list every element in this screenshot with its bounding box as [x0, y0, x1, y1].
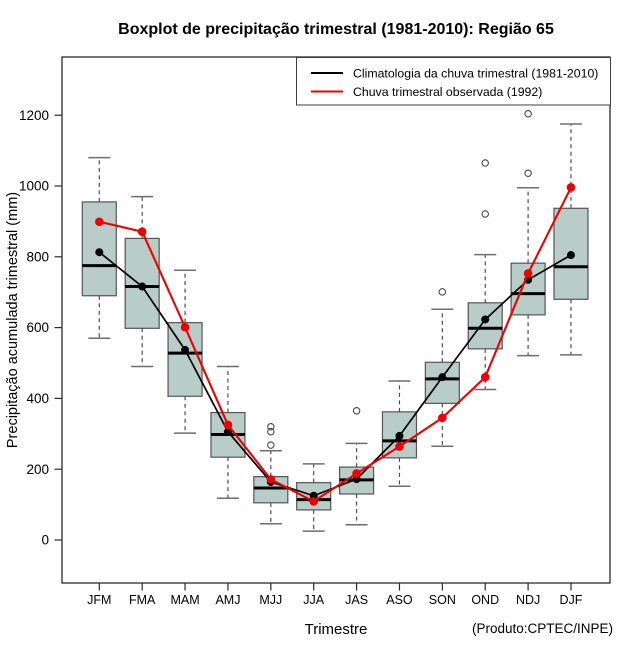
- x-axis: [87, 583, 583, 607]
- outlier-point: [482, 160, 488, 166]
- outlier-point: [439, 289, 445, 295]
- box-group-SON: [425, 289, 459, 447]
- climatology-point-OND: [481, 315, 489, 323]
- climatology-point-FMA: [138, 283, 146, 291]
- box-group-NDJ: [511, 111, 545, 356]
- x-tick-label-OND: OND: [471, 593, 500, 607]
- observed-point-MAM: [181, 323, 190, 332]
- x-tick-label-ASO: ASO: [386, 593, 413, 607]
- observed-series: [95, 183, 575, 506]
- y-tick-label: 800: [26, 249, 49, 265]
- box-group-FMA: [125, 197, 159, 367]
- outlier-point: [482, 211, 488, 217]
- y-tick-label: 0: [41, 532, 49, 548]
- y-tick-label: 600: [26, 320, 49, 336]
- x-tick-label-MAM: MAM: [170, 593, 200, 607]
- climatology-point-SON: [438, 373, 446, 381]
- outlier-point: [525, 111, 531, 117]
- series-layer: [95, 183, 575, 506]
- climatology-point-ASO: [395, 432, 403, 440]
- chart-title: Boxplot de precipitação trimestral (1981-2010): Região 65: [118, 21, 554, 38]
- box-group-MJJ: [254, 424, 288, 524]
- y-tick-label: 200: [26, 461, 49, 477]
- x-tick-label-MJJ: MJJ: [259, 593, 283, 607]
- outlier-point: [353, 408, 359, 414]
- y-axis-label: Precipitação acumulada trimestral (mm): [5, 191, 21, 449]
- x-tick-label-JFM: JFM: [87, 593, 112, 607]
- x-tick-label-JJA: JJA: [303, 593, 325, 607]
- outlier-point: [268, 442, 274, 448]
- observed-point-AMJ: [224, 421, 233, 430]
- x-tick-label-SON: SON: [428, 593, 456, 607]
- observed-point-SON: [438, 414, 447, 423]
- iqr-box: [468, 303, 502, 349]
- observed-point-ASO: [395, 442, 404, 451]
- observed-point-JJA: [309, 497, 318, 506]
- product-credit: (Produto:CPTEC/INPE): [471, 621, 613, 636]
- observed-point-FMA: [138, 227, 147, 236]
- x-tick-label-DJF: DJF: [559, 593, 583, 607]
- y-axis: [19, 108, 62, 548]
- observed-point-OND: [481, 373, 490, 382]
- y-tick-label: 400: [26, 391, 49, 406]
- legend-label-climatology: Climatologia da chuva trimestral (1981-2010): [353, 66, 599, 81]
- y-tick-label: 1000: [18, 178, 49, 194]
- climatology-point-DJF: [567, 251, 575, 259]
- x-axis-label: Trimestre: [304, 621, 368, 638]
- observed-point-NDJ: [524, 269, 533, 278]
- climatology-point-MAM: [181, 346, 189, 354]
- outlier-point: [525, 170, 531, 176]
- y-tick-label: 1200: [18, 107, 49, 123]
- x-tick-label-JAS: JAS: [345, 593, 369, 607]
- observed-point-JFM: [95, 217, 104, 226]
- x-tick-label-AMJ: AMJ: [215, 593, 241, 607]
- x-tick-label-FMA: FMA: [128, 593, 156, 607]
- box-group-DJF: [554, 124, 588, 355]
- iqr-box: [425, 362, 459, 403]
- boxplot-layer: [82, 111, 588, 532]
- legend-label-observed: Chuva trimestral observada (1992): [353, 85, 543, 99]
- observed-point-DJF: [567, 183, 576, 192]
- climatology-point-JFM: [95, 248, 103, 256]
- box-group-JFM: [82, 158, 116, 339]
- legend: [297, 58, 611, 106]
- box-group-OND: [468, 160, 502, 390]
- x-tick-label-NDJ: NDJ: [515, 593, 541, 607]
- observed-point-MJJ: [267, 475, 276, 484]
- observed-point-JAS: [352, 469, 361, 478]
